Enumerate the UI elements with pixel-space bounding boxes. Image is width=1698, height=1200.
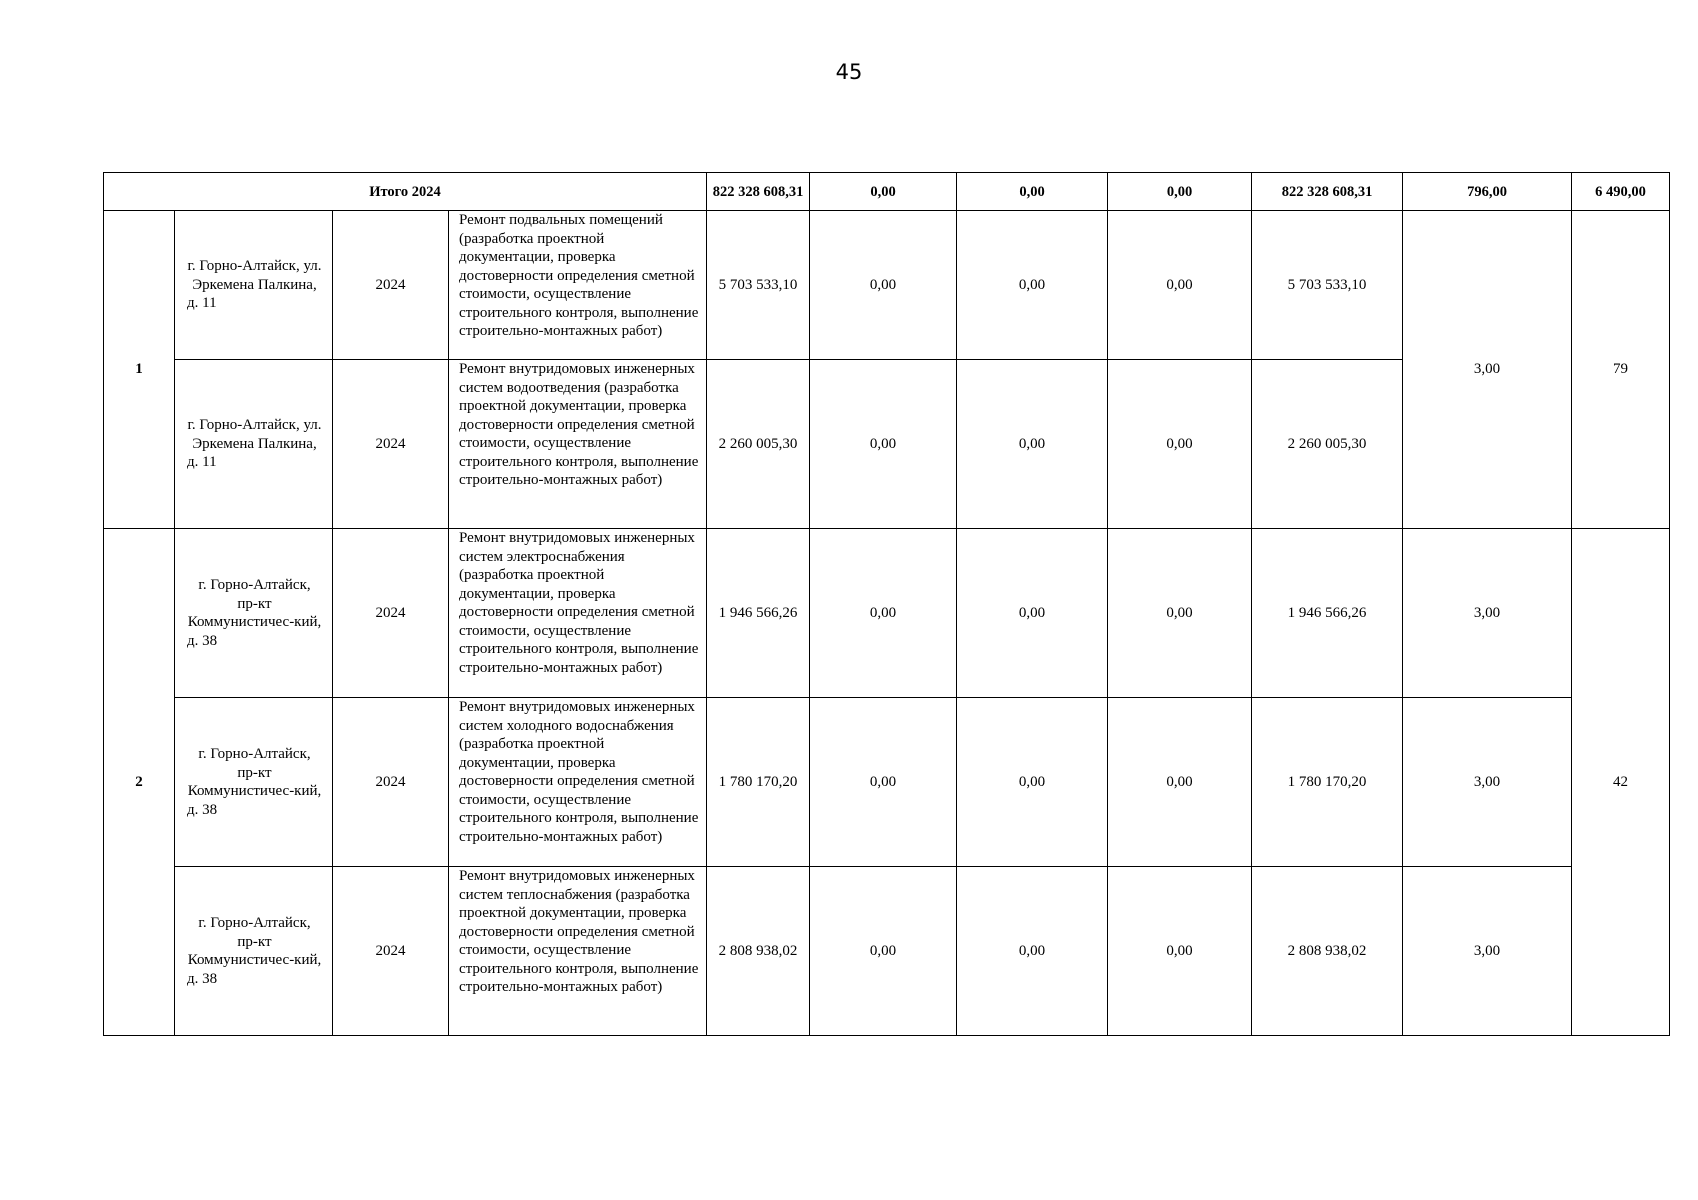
address-cell: г. Горно-Алтайск, ул. Эркемена Палкина, д. 11 xyxy=(175,360,333,529)
total-cost-cell: 5 703 533,10 xyxy=(707,211,810,360)
year-cell: 2024 xyxy=(333,360,449,529)
total-label: Итого 2024 xyxy=(104,173,707,211)
area-cell: 3,00 xyxy=(1403,698,1572,867)
fund-cell: 0,00 xyxy=(810,698,957,867)
total-local: 0,00 xyxy=(1108,173,1252,211)
total-area: 796,00 xyxy=(1403,173,1572,211)
total-row xyxy=(104,173,1670,211)
local-cell: 0,00 xyxy=(1108,867,1252,1036)
total-cost-cell: 2 260 005,30 xyxy=(707,360,810,529)
repair-program-table xyxy=(103,172,1670,1036)
owners-cell: 5 703 533,10 xyxy=(1252,211,1403,360)
work-description: Ремонт внутридомовых инженерных систем водоотведения (разработка проектной документации, проверка достоверности определения сметной стоимости, осуществление строительного контроля, выполнение строительно-монтажных работ) xyxy=(449,360,707,529)
work-description: Ремонт внутридомовых инженерных систем электроснабжения (разработка проектной документации, проверка достоверности определения сметной стоимости, осуществление строительного контроля, выполнение строительно-монтажных работ) xyxy=(449,529,707,698)
fund-cell: 0,00 xyxy=(810,529,957,698)
table-row xyxy=(104,867,1670,1036)
fund-cell: 0,00 xyxy=(810,867,957,1036)
work-description: Ремонт подвальных помещений (разработка проектной документации, проверка достоверности определения сметной стоимости, осуществление строительного контроля, выполнение строительно-монтажных работ) xyxy=(449,211,707,360)
address-cell: г. Горно-Алтайск, пр-кт Коммунистичес-кий, д. 38 xyxy=(175,698,333,867)
row-number: 2 xyxy=(104,529,175,1036)
total-fund: 0,00 xyxy=(810,173,957,211)
region-cell: 0,00 xyxy=(957,867,1108,1036)
page-number: 45 xyxy=(835,60,863,84)
fund-cell: 0,00 xyxy=(810,211,957,360)
region-cell: 0,00 xyxy=(957,529,1108,698)
owners-cell: 1 780 170,20 xyxy=(1252,698,1403,867)
count-cell: 42 xyxy=(1572,529,1670,1036)
work-description: Ремонт внутридомовых инженерных систем теплоснабжения (разработка проектной документации, проверка достоверности определения сметной стоимости, осуществление строительного контроля, выполнение строительно-монтажных работ) xyxy=(449,867,707,1036)
area-cell: 3,00 xyxy=(1403,867,1572,1036)
area-cell: 3,00 xyxy=(1403,529,1572,698)
address-cell: г. Горно-Алтайск, ул. Эркемена Палкина, д. 11 xyxy=(175,211,333,360)
address-cell: г. Горно-Алтайск, пр-кт Коммунистичес-кий, д. 38 xyxy=(175,529,333,698)
local-cell: 0,00 xyxy=(1108,360,1252,529)
owners-cell: 2 808 938,02 xyxy=(1252,867,1403,1036)
total-cost-cell: 1 946 566,26 xyxy=(707,529,810,698)
address-cell: г. Горно-Алтайск, пр-кт Коммунистичес-кий, д. 38 xyxy=(175,867,333,1036)
local-cell: 0,00 xyxy=(1108,211,1252,360)
table-row xyxy=(104,529,1670,698)
owners-cell: 2 260 005,30 xyxy=(1252,360,1403,529)
year-cell: 2024 xyxy=(333,698,449,867)
year-cell: 2024 xyxy=(333,529,449,698)
count-cell: 79 xyxy=(1572,211,1670,529)
total-cost-cell: 2 808 938,02 xyxy=(707,867,810,1036)
region-cell: 0,00 xyxy=(957,211,1108,360)
row-number: 1 xyxy=(104,211,175,529)
table-row xyxy=(104,698,1670,867)
local-cell: 0,00 xyxy=(1108,698,1252,867)
region-cell: 0,00 xyxy=(957,698,1108,867)
total-cost-cell: 1 780 170,20 xyxy=(707,698,810,867)
total-cost: 822 328 608,31 xyxy=(707,173,810,211)
table-row xyxy=(104,211,1670,360)
year-cell: 2024 xyxy=(333,867,449,1036)
total-count: 6 490,00 xyxy=(1572,173,1670,211)
year-cell: 2024 xyxy=(333,211,449,360)
local-cell: 0,00 xyxy=(1108,529,1252,698)
fund-cell: 0,00 xyxy=(810,360,957,529)
area-cell: 3,00 xyxy=(1403,211,1572,529)
total-region: 0,00 xyxy=(957,173,1108,211)
total-owners: 822 328 608,31 xyxy=(1252,173,1403,211)
region-cell: 0,00 xyxy=(957,360,1108,529)
work-description: Ремонт внутридомовых инженерных систем холодного водоснабжения (разработка проектной документации, проверка достоверности определения сметной стоимости, осуществление строительного контроля, выполнение строительно-монтажных работ) xyxy=(449,698,707,867)
owners-cell: 1 946 566,26 xyxy=(1252,529,1403,698)
